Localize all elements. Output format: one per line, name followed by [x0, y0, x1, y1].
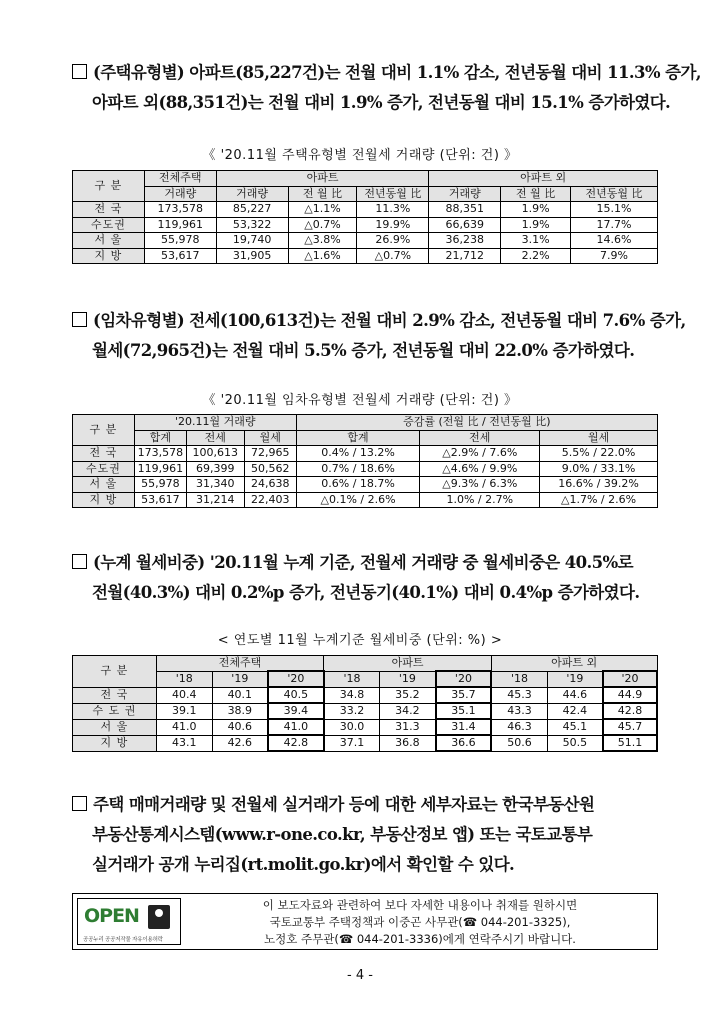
- table-row: 서 울 55,978 19,740 △3.8% 26.9% 36,238 3.1% 14.6%: [73, 233, 658, 249]
- header-apartment: 아파트: [324, 656, 492, 672]
- header-year: '19: [212, 671, 268, 687]
- housing-type-table: [72, 170, 658, 264]
- header-year: '20: [603, 671, 657, 687]
- header-jeonse: 전세: [186, 430, 244, 446]
- header-year: '19: [547, 671, 603, 687]
- person-icon: [148, 905, 170, 929]
- header-total: 전체주택: [144, 171, 216, 187]
- table-row: 수 도 권 39.1 38.9 39.4 33.2 34.2 35.1 43.3 42.4 42.8: [73, 703, 658, 719]
- table-row: 수도권 119,961 69,399 50,562 0.7% / 18.6% △4.6% / 9.9% 9.0% / 33.1%: [73, 461, 658, 477]
- header-wolse: 월세: [244, 430, 296, 446]
- table-row: 전 국 40.4 40.1 40.5 34.8 35.2 35.7 45.3 44.6 44.9: [73, 687, 658, 703]
- header-year: '20: [268, 671, 324, 687]
- checkbox-bullet-icon: [72, 312, 87, 327]
- header-volume: '20.11월 거래량: [134, 415, 296, 431]
- header-non-volume: 거래량: [429, 186, 501, 202]
- open-license-logo: OPEN 공공누리 공공저작물 자유이용허락: [77, 898, 181, 945]
- table1-caption: 《 '20.11월 주택유형별 전월세 거래량 (단위: 건) 》: [202, 148, 518, 163]
- header-year: '18: [324, 671, 380, 687]
- table-row: 지 방 53,617 31,214 22,403 △0.1% / 2.6% 1.0% / 2.7% △1.7% / 2.6%: [73, 492, 658, 508]
- header-non-mom: 전 월 比: [501, 186, 571, 202]
- header-change-wolse: 월세: [540, 430, 658, 446]
- paragraph-monthly-rent-share: (누계 월세비중) '20.11월 누계 기준, 전월세 거래량 중 월세비중은 40.5%로 전월(40.3%) 대비 0.2%p 증가, 전년동기(40.1%) 대비 0.4%p 증가하였다.: [72, 548, 672, 608]
- header-year: '19: [380, 671, 436, 687]
- header-change-rate: 증감률 (전월 比 / 전년동월 比): [296, 415, 657, 431]
- table2-caption: 《 '20.11월 임차유형별 전월세 거래량 (단위: 건) 》: [202, 393, 518, 408]
- header-year: '20: [436, 671, 492, 687]
- table-row: 전 국 173,578 100,613 72,965 0.4% / 13.2% △2.9% / 7.6% 5.5% / 22.0%: [73, 446, 658, 462]
- header-region: 구 분: [73, 656, 157, 688]
- header-change-jeonse: 전세: [420, 430, 540, 446]
- monthly-rent-share-table: [72, 655, 658, 752]
- header-sum: 합계: [134, 430, 186, 446]
- header-apt-volume: 거래량: [216, 186, 288, 202]
- header-year: '18: [156, 671, 212, 687]
- checkbox-bullet-icon: [72, 796, 87, 811]
- table-row: 서 울 41.0 40.6 41.0 30.0 31.3 31.4 46.3 45.1 45.7: [73, 719, 658, 735]
- page-number: - 4 -: [347, 968, 373, 983]
- checkbox-bullet-icon: [72, 554, 87, 569]
- paragraph-detail-sources: 주택 매매거래량 및 전월세 실거래가 등에 대한 세부자료는 한국부동산원 부동산통계시스템(www.r-one.co.kr, 부동산정보 앱) 또는 국토교통부 실거래가 공개 누리집(rt.molit.go.kr)에서 확인할 수 있다.: [72, 790, 672, 880]
- lease-type-table: [72, 414, 658, 508]
- header-total-volume: 거래량: [144, 186, 216, 202]
- table-row: 지 방 43.1 42.6 42.8 37.1 36.8 36.6 50.6 50.5 51.1: [73, 735, 658, 751]
- header-region: 구 분: [73, 415, 135, 446]
- table-row: 수도권 119,961 53,322 △0.7% 19.9% 66,639 1.9% 17.7%: [73, 217, 658, 233]
- header-non-yoy: 전년동월 比: [571, 186, 658, 202]
- paragraph-housing-type: (주택유형별) 아파트(85,227건)는 전월 대비 1.1% 감소, 전년동월 대비 11.3% 증가, 아파트 외(88,351건)는 전월 대비 1.9% 증가, 전년동월 대비 15.1% 증가하였다.: [72, 58, 672, 118]
- table-row: 서 울 55,978 31,340 24,638 0.6% / 18.7% △9.3% / 6.3% 16.6% / 39.2%: [73, 477, 658, 493]
- table-row: 전 국 173,578 85,227 △1.1% 11.3% 88,351 1.9% 15.1%: [73, 202, 658, 218]
- header-non-apartment: 아파트 외: [429, 171, 658, 187]
- table-row: 지 방 53,617 31,905 △1.6% △0.7% 21,712 2.2% 7.9%: [73, 248, 658, 264]
- paragraph-lease-type: (임차유형별) 전세(100,613건)는 전월 대비 2.9% 감소, 전년동월 대비 7.6% 증가, 월세(72,965건)는 전월 대비 5.5% 증가, 전년동월 대비 22.0% 증가하였다.: [72, 306, 672, 366]
- checkbox-bullet-icon: [72, 64, 87, 79]
- table3-caption: < 연도별 11월 누계기준 월세비중 (단위: %) >: [217, 633, 503, 648]
- contact-text: 이 보도자료와 관련하여 보다 자세한 내용이나 취재를 원하시면 국토교통부 주택정책과 이중곤 사무관(☎ 044-201-3325), 노정호 주무관(☎ 044-201-3336)에게 연락주시기 바랍니다.: [262, 898, 578, 946]
- header-region: 구 분: [73, 171, 145, 202]
- header-non-apartment: 아파트 외: [491, 656, 657, 672]
- header-total: 전체주택: [156, 656, 324, 672]
- header-change-sum: 합계: [296, 430, 420, 446]
- header-apt-mom: 전 월 比: [288, 186, 357, 202]
- header-apartment: 아파트: [216, 171, 429, 187]
- header-apt-yoy: 전년동월 比: [357, 186, 429, 202]
- contact-box: [72, 893, 658, 950]
- header-year: '18: [491, 671, 547, 687]
